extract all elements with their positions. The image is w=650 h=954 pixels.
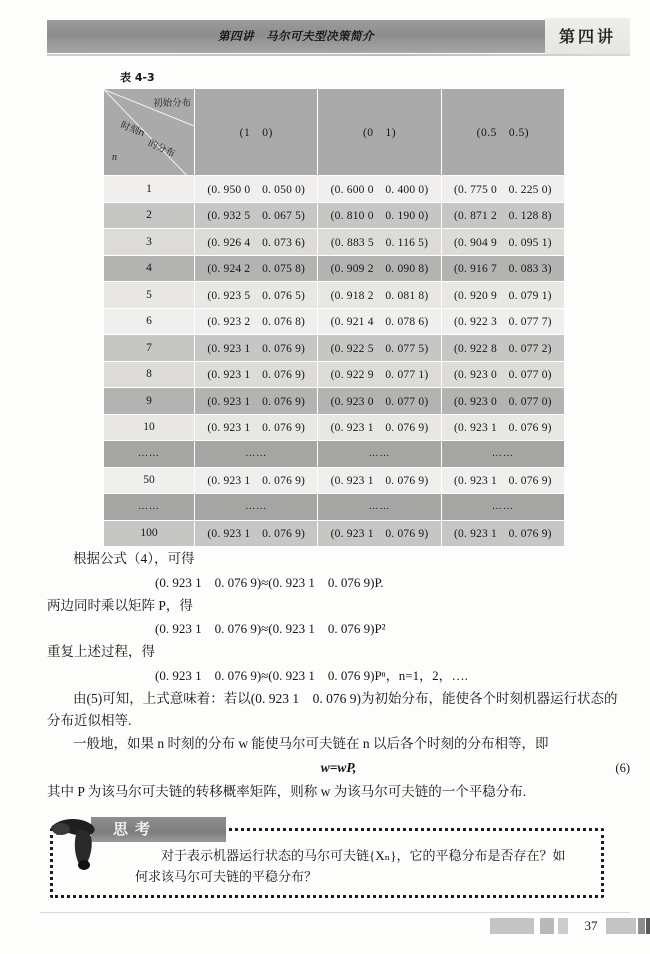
table-body — [104, 176, 565, 547]
row-index-cell: 9 — [104, 388, 195, 415]
footer-block-3 — [558, 918, 568, 934]
header-title: 第四讲 马尔可夫型决策简介 — [218, 29, 374, 43]
paragraph-5: 一般地，如果 n 时刻的分布 w 能使马尔可夫链在 n 以后各个时刻的分布相等，即 — [73, 735, 549, 751]
page-footer — [0, 916, 650, 940]
row-value-cell-3: (0. 916 7 0. 083 3) — [441, 255, 564, 282]
table-row — [104, 414, 565, 441]
table-row — [104, 308, 565, 335]
table-row — [104, 229, 565, 256]
table-header-row — [104, 89, 565, 176]
row-value-cell-2: (0. 922 5 0. 077 5) — [318, 335, 441, 362]
header-chapter-tab: 第四讲 — [558, 27, 616, 46]
column-header-3: (0.5 0.5) — [441, 89, 564, 176]
table-row — [104, 282, 565, 309]
table-row — [104, 361, 565, 388]
think-banner-label: 思考 — [113, 820, 158, 838]
row-index-cell: …… — [104, 494, 195, 521]
row-value-cell-3: (0. 923 1 0. 076 9) — [441, 467, 564, 494]
formula-4-line — [47, 755, 630, 781]
row-value-cell-3: (0. 923 0 0. 077 0) — [441, 361, 564, 388]
row-value-cell-3: (0. 775 0 0. 225 0) — [441, 176, 564, 203]
row-index-cell: …… — [104, 441, 195, 468]
page-running-header — [47, 20, 630, 53]
think-line-2: 何求该马尔可夫链的平稳分布？ — [135, 869, 318, 884]
body-text-block — [47, 548, 630, 804]
think-callout-box — [50, 820, 604, 898]
row-index-cell: 7 — [104, 335, 195, 362]
row-value-cell-2: …… — [318, 441, 441, 468]
row-value-cell-3: (0. 904 9 0. 095 1) — [441, 229, 564, 256]
pen-icon — [47, 813, 121, 875]
row-value-cell-3: …… — [441, 441, 564, 468]
table-row — [104, 176, 565, 203]
table-row — [104, 494, 565, 521]
row-value-cell-1: (0. 923 2 0. 076 8) — [195, 308, 318, 335]
paragraph-1: 根据公式（4），可得 — [73, 551, 195, 566]
formula-3: (0. 923 1 0. 076 9)≈(0. 923 1 0. 076 9)Pⁿ，n=1，2，…. — [155, 667, 468, 683]
header-divider — [47, 54, 630, 56]
row-value-cell-3: (0. 922 3 0. 077 7) — [441, 308, 564, 335]
row-index-cell: 8 — [104, 361, 195, 388]
footer-block-6 — [646, 918, 650, 934]
think-line-1: 对于表示机器运行状态的马尔可夫链{Xₙ}，它的平稳分布是否存在？如 — [161, 848, 566, 863]
corner-initial-distribution-label: 初始分布 — [153, 98, 192, 109]
row-value-cell-1: (0. 932 5 0. 067 5) — [195, 202, 318, 229]
distribution-table-wrapper — [103, 88, 565, 547]
row-value-cell-2: (0. 600 0 0. 400 0) — [318, 176, 441, 203]
paragraph-3: 重复上述过程，得 — [47, 644, 155, 659]
row-value-cell-1: (0. 923 1 0. 076 9) — [195, 361, 318, 388]
row-value-cell-1: (0. 926 4 0. 073 6) — [195, 229, 318, 256]
footer-block-4 — [606, 918, 636, 934]
row-value-cell-1: (0. 923 1 0. 076 9) — [195, 335, 318, 362]
paragraph-6: 其中 P 为该马尔可夫链的转移概率矩阵，则称 w 为该马尔可夫链的一个平稳分布. — [47, 784, 527, 799]
column-header-1: (1 0) — [195, 89, 318, 176]
paragraph-2: 两边同时乘以矩阵 P，得 — [47, 597, 193, 613]
row-value-cell-1: (0. 923 5 0. 076 5) — [195, 282, 318, 309]
formula-1: (0. 923 1 0. 076 9)≈(0. 923 1 0. 076 9)P. — [155, 574, 384, 590]
row-value-cell-2: (0. 923 1 0. 076 9) — [318, 414, 441, 441]
table-row — [104, 202, 565, 229]
row-value-cell-2: (0. 810 0 0. 190 0) — [318, 202, 441, 229]
equation-number-6: (6) — [615, 761, 630, 775]
formula-2: (0. 923 1 0. 076 9)≈(0. 923 1 0. 076 9)P² — [155, 621, 386, 636]
row-value-cell-2: (0. 909 2 0. 090 8) — [318, 255, 441, 282]
row-value-cell-2: (0. 923 1 0. 076 9) — [318, 467, 441, 494]
row-value-cell-2: (0. 923 1 0. 076 9) — [318, 520, 441, 547]
formula-4: w=wP, — [320, 760, 357, 775]
corner-n-label: n — [112, 152, 117, 163]
row-value-cell-3: …… — [441, 494, 564, 521]
row-value-cell-1: (0. 923 1 0. 076 9) — [195, 520, 318, 547]
row-value-cell-3: (0. 923 1 0. 076 9) — [441, 520, 564, 547]
row-value-cell-1: …… — [195, 494, 318, 521]
footer-block-2 — [540, 918, 554, 934]
row-value-cell-2: (0. 921 4 0. 078 6) — [318, 308, 441, 335]
footer-divider — [40, 912, 630, 913]
row-index-cell: 100 — [104, 520, 195, 547]
row-index-cell: 2 — [104, 202, 195, 229]
table-row — [104, 388, 565, 415]
row-value-cell-2: (0. 922 9 0. 077 1) — [318, 361, 441, 388]
row-value-cell-2: (0. 918 2 0. 081 8) — [318, 282, 441, 309]
corner-time-label: 时刻n — [118, 119, 147, 140]
table-corner-cell — [104, 89, 195, 176]
row-value-cell-1: (0. 923 1 0. 076 9) — [195, 388, 318, 415]
row-index-cell: 5 — [104, 282, 195, 309]
distribution-table — [103, 88, 565, 547]
paragraph-4: 由(5)可知，上式意味着：若以(0. 923 1 0. 076 9)为初始分布，能使各个时刻机器运行状态的分布近似相等. — [47, 690, 618, 728]
row-index-cell: 4 — [104, 255, 195, 282]
row-value-cell-2: …… — [318, 494, 441, 521]
page-number: 37 — [584, 918, 598, 933]
row-value-cell-1: (0. 923 1 0. 076 9) — [195, 414, 318, 441]
row-value-cell-1: (0. 950 0 0. 050 0) — [195, 176, 318, 203]
footer-block-5 — [638, 918, 645, 934]
table-row — [104, 441, 565, 468]
table-row — [104, 520, 565, 547]
footer-block-1 — [490, 918, 534, 934]
row-value-cell-3: (0. 923 1 0. 076 9) — [441, 414, 564, 441]
table-row — [104, 335, 565, 362]
row-index-cell: 6 — [104, 308, 195, 335]
row-index-cell: 10 — [104, 414, 195, 441]
table-caption: 表 4-3 — [120, 71, 155, 84]
row-value-cell-3: (0. 920 9 0. 079 1) — [441, 282, 564, 309]
row-value-cell-1: (0. 924 2 0. 075 8) — [195, 255, 318, 282]
row-value-cell-1: (0. 923 1 0. 076 9) — [195, 467, 318, 494]
row-value-cell-2: (0. 883 5 0. 116 5) — [318, 229, 441, 256]
row-value-cell-1: …… — [195, 441, 318, 468]
row-value-cell-3: (0. 922 8 0. 077 2) — [441, 335, 564, 362]
think-question-text — [135, 845, 587, 887]
row-value-cell-2: (0. 923 0 0. 077 0) — [318, 388, 441, 415]
corner-distribution-label: 的分布 — [146, 137, 177, 160]
table-row — [104, 255, 565, 282]
row-value-cell-3: (0. 923 0 0. 077 0) — [441, 388, 564, 415]
row-index-cell: 3 — [104, 229, 195, 256]
row-index-cell: 50 — [104, 467, 195, 494]
row-index-cell: 1 — [104, 176, 195, 203]
row-value-cell-3: (0. 871 2 0. 128 8) — [441, 202, 564, 229]
column-header-2: (0 1) — [318, 89, 441, 176]
table-row — [104, 467, 565, 494]
